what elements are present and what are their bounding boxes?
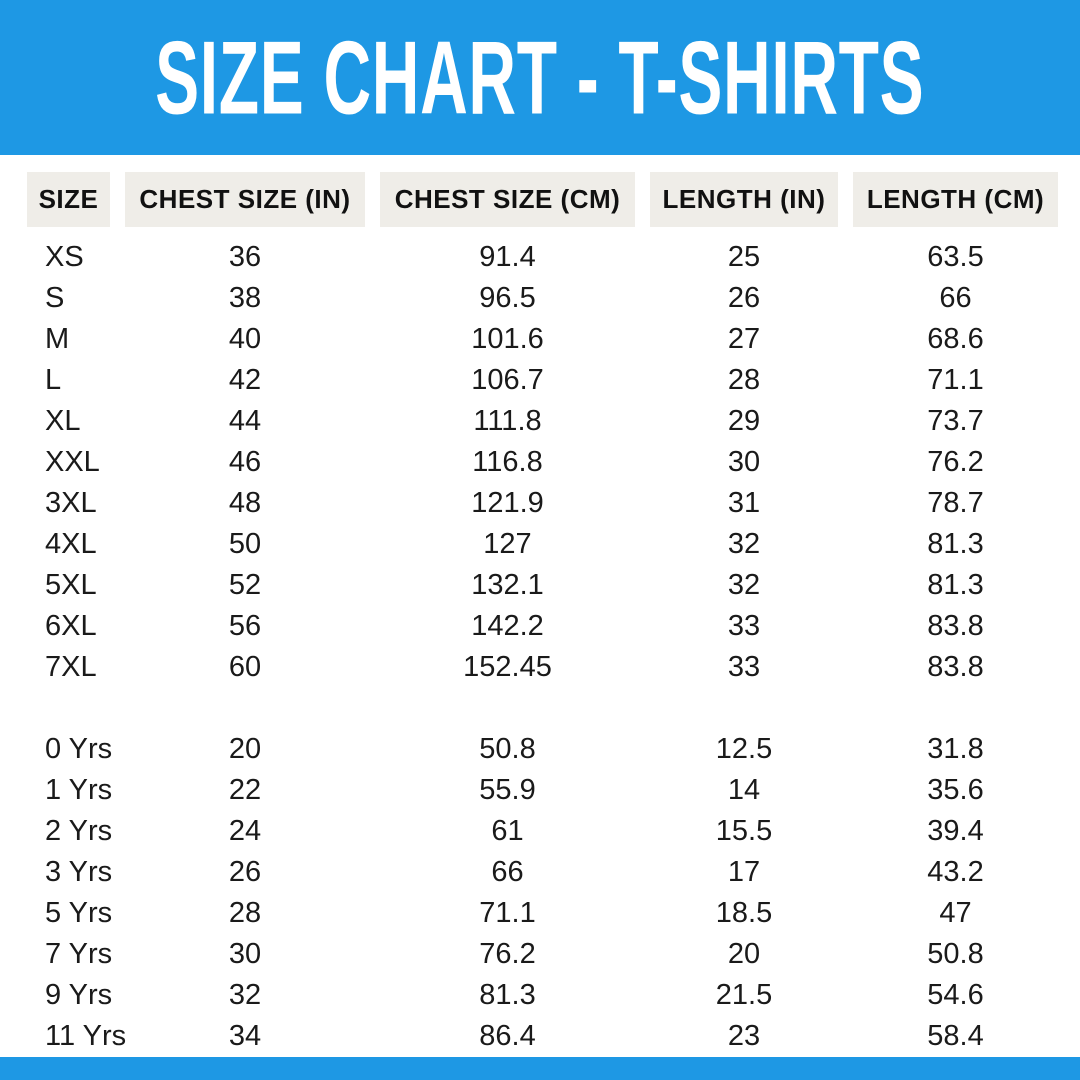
size-cell: XL [45, 405, 81, 437]
table-row [27, 319, 1080, 360]
value-cell: 43.2 [927, 856, 984, 888]
column-header-length-cm: LENGTH (CM) [853, 172, 1058, 227]
table-row [27, 278, 1080, 319]
value-cell: 71.1 [927, 364, 984, 396]
table-row [27, 401, 1080, 442]
value-cell: 58.4 [927, 1020, 984, 1052]
footer-bar [0, 1057, 1080, 1080]
value-cell: 31.8 [927, 733, 984, 765]
value-cell: 18.5 [715, 897, 773, 929]
table-row [27, 442, 1080, 483]
value-cell: 152.45 [463, 651, 552, 683]
value-cell: 83.8 [927, 651, 984, 683]
value-cell: 26 [228, 856, 262, 888]
value-cell: 14 [727, 774, 761, 806]
table-row [27, 975, 1080, 1016]
value-cell: 83.8 [927, 610, 984, 642]
size-cell: 1 Yrs [45, 774, 113, 806]
value-cell: 101.6 [471, 323, 544, 355]
size-cell: M [45, 323, 70, 355]
size-cell: 5 Yrs [45, 897, 113, 929]
size-cell: 11 Yrs [45, 1020, 127, 1052]
value-cell: 81.3 [927, 528, 984, 560]
table-row [27, 237, 1080, 278]
size-table-header-row [27, 172, 1080, 227]
size-cell: XS [45, 241, 84, 273]
value-cell: 28 [727, 364, 761, 396]
table-row [27, 360, 1080, 401]
table-row [27, 893, 1080, 934]
value-cell: 28 [228, 897, 262, 929]
value-cell: 36 [228, 241, 262, 273]
value-cell: 68.6 [927, 323, 984, 355]
value-cell: 50.8 [479, 733, 536, 765]
value-cell: 32 [727, 569, 761, 601]
value-cell: 48 [228, 487, 262, 519]
value-cell: 127 [483, 528, 532, 560]
value-cell: 106.7 [471, 364, 544, 396]
value-cell: 132.1 [471, 569, 544, 601]
table-row [27, 934, 1080, 975]
value-cell: 44 [228, 405, 262, 437]
size-cell: 0 Yrs [45, 733, 113, 765]
table-row [27, 811, 1080, 852]
column-header-size: SIZE [27, 172, 110, 227]
value-cell: 15.5 [715, 815, 773, 847]
value-cell: 20 [727, 938, 761, 970]
table-row [27, 770, 1080, 811]
value-cell: 47 [939, 897, 972, 929]
value-cell: 39.4 [927, 815, 984, 847]
value-cell: 50.8 [927, 938, 984, 970]
value-cell: 54.6 [927, 979, 984, 1011]
value-cell: 30 [727, 446, 761, 478]
value-cell: 12.5 [715, 733, 773, 765]
size-cell: 5XL [45, 569, 97, 601]
value-cell: 76.2 [479, 938, 536, 970]
size-table-body [0, 237, 1080, 1057]
size-cell: 3 Yrs [45, 856, 113, 888]
value-cell: 52 [228, 569, 262, 601]
table-row [27, 565, 1080, 606]
value-cell: 81.3 [927, 569, 984, 601]
value-cell: 61 [491, 815, 524, 847]
value-cell: 40 [228, 323, 262, 355]
value-cell: 33 [727, 651, 761, 683]
value-cell: 25 [727, 241, 761, 273]
value-cell: 121.9 [471, 487, 544, 519]
value-cell: 91.4 [479, 241, 536, 273]
value-cell: 24 [228, 815, 262, 847]
value-cell: 31 [727, 487, 761, 519]
value-cell: 76.2 [927, 446, 984, 478]
size-cell: 4XL [45, 528, 97, 560]
value-cell: 42 [228, 364, 262, 396]
table-row [27, 729, 1080, 770]
value-cell: 71.1 [479, 897, 536, 929]
value-cell: 17 [727, 856, 761, 888]
value-cell: 26 [727, 282, 761, 314]
size-cell: S [45, 282, 65, 314]
value-cell: 116.8 [472, 446, 543, 478]
value-cell: 66 [491, 856, 524, 888]
value-cell: 46 [228, 446, 262, 478]
value-cell: 32 [228, 979, 262, 1011]
value-cell: 66 [939, 282, 972, 314]
header-banner [0, 0, 1080, 155]
size-cell: XXL [45, 446, 100, 478]
value-cell: 63.5 [927, 241, 984, 273]
value-cell: 73.7 [927, 405, 984, 437]
table-row [27, 1016, 1080, 1057]
table-row [27, 524, 1080, 565]
value-cell: 96.5 [479, 282, 536, 314]
value-cell: 30 [228, 938, 262, 970]
value-cell: 34 [228, 1020, 262, 1052]
value-cell: 22 [228, 774, 262, 806]
size-cell: 7 Yrs [45, 938, 113, 970]
value-cell: 56 [228, 610, 262, 642]
size-cell: 7XL [45, 651, 97, 683]
value-cell: 81.3 [479, 979, 536, 1011]
value-cell: 38 [228, 282, 262, 314]
value-cell: 60 [228, 651, 262, 683]
value-cell: 111.8 [473, 405, 542, 437]
value-cell: 78.7 [927, 487, 984, 519]
size-cell: 9 Yrs [45, 979, 113, 1011]
value-cell: 23 [727, 1020, 761, 1052]
value-cell: 33 [727, 610, 761, 642]
table-row [27, 647, 1080, 688]
value-cell: 32 [727, 528, 761, 560]
column-header-length-in: LENGTH (IN) [650, 172, 838, 227]
value-cell: 142.2 [471, 610, 544, 642]
value-cell: 35.6 [927, 774, 984, 806]
table-row [27, 606, 1080, 647]
size-cell: 3XL [45, 487, 97, 519]
size-cell: 6XL [45, 610, 97, 642]
value-cell: 29 [727, 405, 761, 437]
table-row [27, 483, 1080, 524]
value-cell: 86.4 [479, 1020, 536, 1052]
value-cell: 20 [228, 733, 262, 765]
table-row [27, 852, 1080, 893]
group-spacer [0, 688, 1080, 729]
page-title: SIZE CHART - T-SHIRTS [155, 19, 925, 136]
value-cell: 55.9 [479, 774, 536, 806]
value-cell: 27 [727, 323, 761, 355]
value-cell: 21.5 [715, 979, 773, 1011]
size-cell: L [45, 364, 62, 396]
size-cell: 2 Yrs [45, 815, 113, 847]
column-header-chest-in: CHEST SIZE (IN) [125, 172, 365, 227]
value-cell: 50 [228, 528, 262, 560]
column-header-chest-cm: CHEST SIZE (CM) [380, 172, 635, 227]
